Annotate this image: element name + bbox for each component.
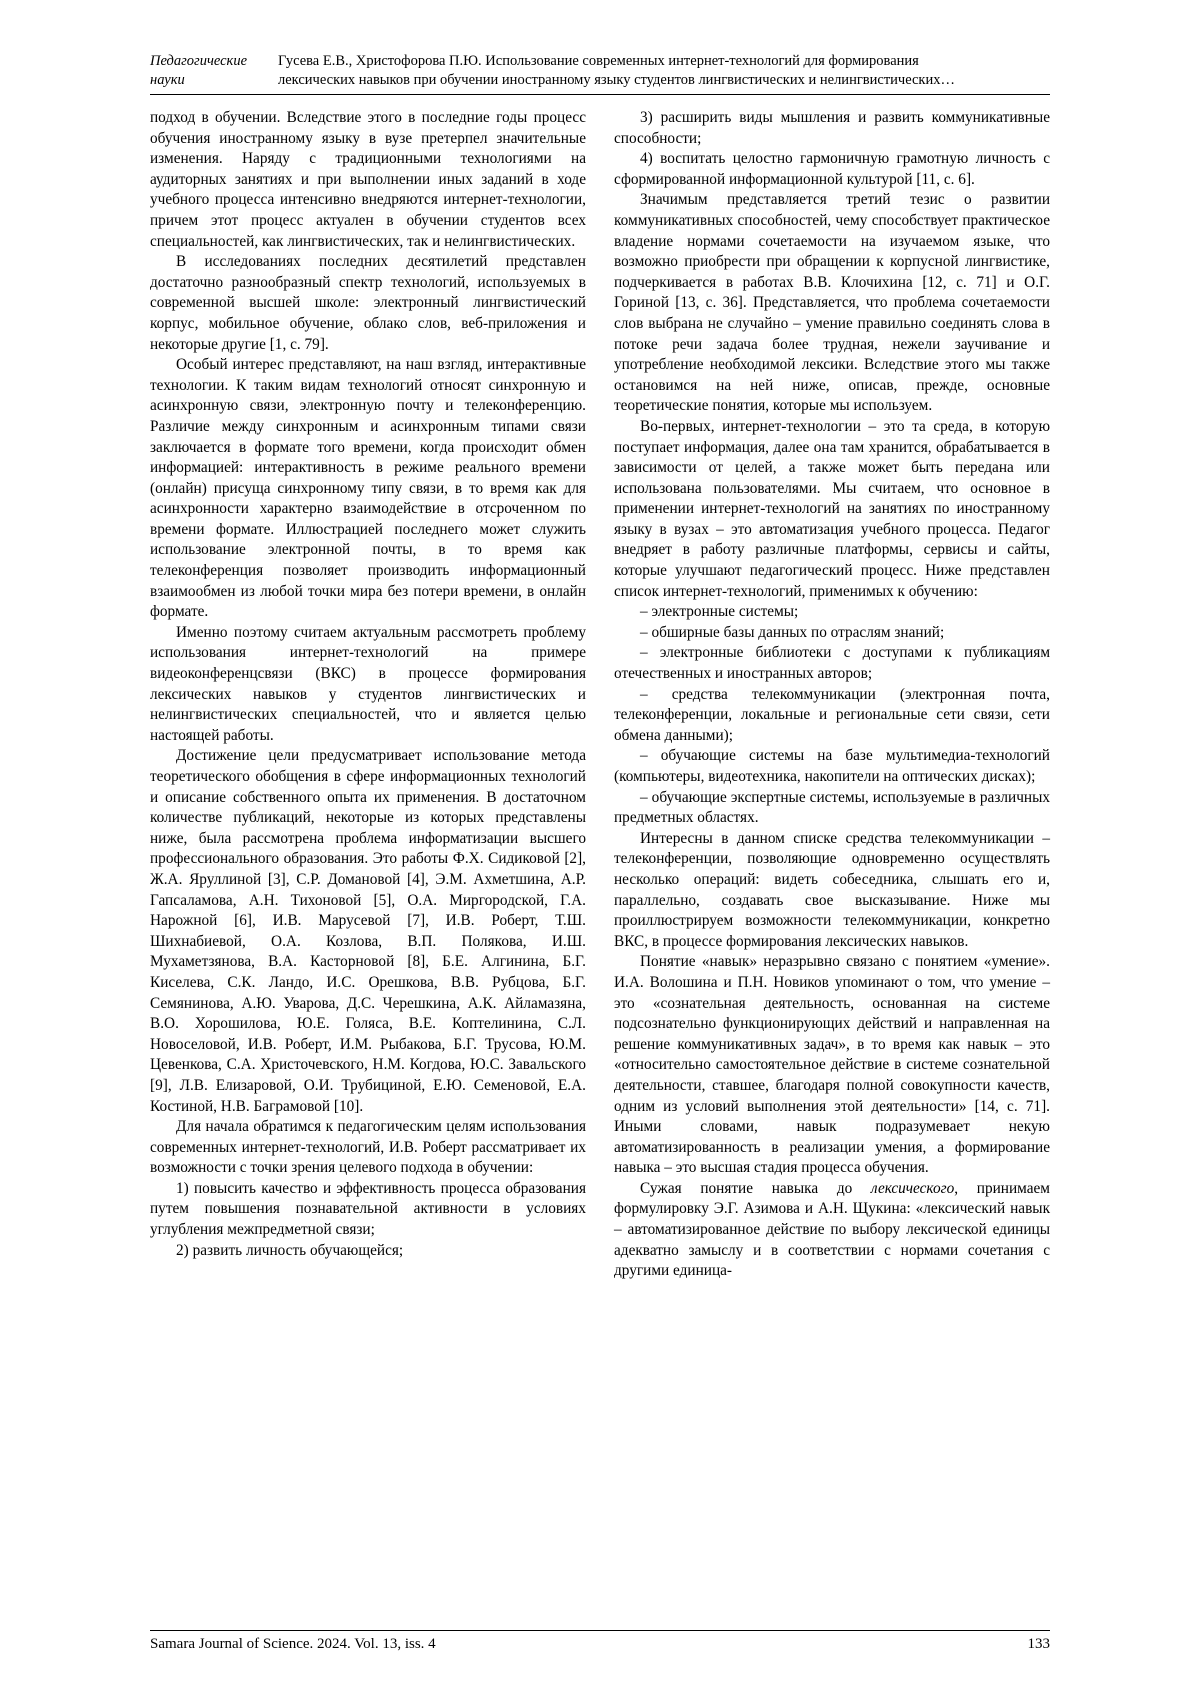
text-after-italic: , принимаем формулировку Э.Г. Азимова и А.Н. Щукина: «лексический навык – автоматизированное действие по выбору лексической единицы адекватно замыслу и в соответствии с нормами сочетания с другими единица- (614, 1179, 1050, 1280)
paragraph: Понятие «навык» неразрывно связано с понятием «умение». И.А. Волошина и П.Н. Новиков упоминают о том, что умение – это «сознательная деятельность, основанная на системе подсознательно функционирующих действий и направленная на решение коммуникативных задач», в то время как навык – это «относительно самостоятельное действие в системе сознательной деятельности, ставшее, благодаря полной совокупности качеств, одним из условий выполнения этой деятельности» [14, с. 71]. Иными словами, навык подразумевает некую автоматизированность в реализации умения, а формирование навыка – это высшая стадия процесса обучения. (614, 953, 1050, 1177)
list-item: – обширные базы данных по отраслям знаний; (640, 623, 945, 641)
italic-term: лексического (870, 1179, 955, 1197)
running-head-title-line2: лексических навыков при обучении иностранному языку студентов лингвистических и нелингвистических… (278, 72, 955, 88)
running-head-title-line1: Гусева Е.В., Христофорова П.Ю. Использование современных интернет-технологий для формирования (278, 53, 919, 69)
list-item: 4) воспитать целостно гармоничную грамотную личность с сформированной информационной культурой [11, с. 6]. (614, 150, 1050, 188)
left-column (150, 108, 586, 1282)
paragraph: Именно поэтому считаем актуальным рассмотреть проблему использования интернет-технологий на примере видеоконференцсвязи (ВКС) в процессе формирования лексических навыков у студентов лингвистических и нелингвистических специальностей, что и является целью настоящей работы. (150, 623, 586, 744)
paragraph: Достижение цели предусматривает использование метода теоретического обобщения в сфере информационных технологий и описание собственного опыта их применения. В достаточном количестве публикаций, некоторые из которых представлены ниже, была рассмотрена проблема информатизации высшего профессионального образования. Это работы Ф.Х. Сидиковой [2], Ж.А. Яруллиной [3], С.Р. Домановой [4], Э.М. Ахметшина, А.Р. Гапсаламова, А.Н. Тихоновой [5], О.А. Миргородской, Г.А. Нарожной [6], И.В. Марусевой [7], И.В. Роберт, Т.Ш. Шихнабиевой, О.А. Козлова, В.П. Полякова, И.Ш. Мухаметзянова, В.А. Касторновой [8], Б.Е. Алгинина, Б.Г. Киселева, С.К. Ландо, И.С. Орешкова, В.В. Рубцова, Б.Г. Семянинова, А.Ю. Уварова, Д.С. Черешкина, А.К. Айламазяна, В.О. Хорошилова, Ю.Е. Голяса, В.Е. Коптелинина, С.Л. Новоселовой, И.В. Роберт, И.М. Рыбакова, Б.Г. Трусова, Ю.М. Цевенкова, С.А. Христочевского, Н.М. Когдова, Ю.С. Завальского [9], Л.В. Елизаровой, О.И. Трубициной, Е.Ю. Семеновой, Е.А. Костиной, Н.В. Баграмовой [10]. (150, 747, 586, 1115)
text-before-italic: Сужая понятие навыка до (640, 1179, 871, 1197)
right-column (614, 108, 1050, 1282)
list-item: 2) развить личность обучающейся; (176, 1241, 404, 1259)
paragraph: Для начала обратимся к педагогическим целям использования современных интернет-технологий, И.В. Роберт рассматривает их возможности с точки зрения целевого подхода в обучении: (150, 1118, 586, 1177)
paragraph: Значимым представляется третий тезис о развитии коммуникативных способностей, чему способствует практическое владение нормами сочетаемости на изучаемом языке, что возможно приобрести при обращении к корпусной лингвистике, подчеркивается в работах В.В. Клочихина [12, с. 71] и О.Г. Гориной [13, с. 36]. Представляется, что проблема сочетаемости слов выбрана не случайно – умение правильно соединять слова в потоке речи задача более трудная, нежели заучивание и употребление необходимой лексики. Вследствие этого мы также остановимся на ней ниже, описав, прежде, основные теоретические понятия, которые мы используем. (614, 191, 1050, 415)
list-item: 3) расширить виды мышления и развить коммуникативные способности; (614, 109, 1050, 147)
paragraph-with-italic (614, 1179, 1050, 1282)
list-item: – электронные системы; (640, 603, 799, 621)
list-item: – средства телекоммуникации (электронная почта, телеконференции, локальные и региональные сети связи, сети обмена данными); (614, 685, 1050, 744)
page-footer (150, 1630, 1050, 1653)
list-item: 1) повысить качество и эффективность процесса образования путем повышения познавательной активности в условиях углубления межпредметной связи; (150, 1179, 586, 1239)
list-item: – обучающие экспертные системы, используемые в различных предметных областях. (614, 788, 1050, 827)
body-columns (150, 108, 1050, 1282)
running-head (150, 52, 1050, 95)
list-item: – электронные библиотеки с доступами к публикациям отечественных и иностранных авторов; (614, 644, 1050, 683)
list-item: – обучающие системы на базе мультимедиа-технологий (компьютеры, видеотехника, накопители на оптических дисках); (614, 747, 1050, 785)
paragraph: Во-первых, интернет-технологии – это та среда, в которую поступает информация, далее она там хранится, обрабатывается в зависимости от целей, а также может быть передана или использована пользователями. Мы считаем, что основное в применении интернет-технологий на занятиях по иностранному языку в вузах – это автоматизация учебного процесса. Педагог внедряет в работу различные платформы, сервисы и сайты, которые улучшают педагогический процесс. Ниже представлен список интернет-технологий, применимых к обучению: (614, 417, 1050, 600)
running-head-title (278, 52, 1050, 90)
paragraph: подход в обучении. Вследствие этого в последние годы процесс обучения иностранному языку в вузе претерпел значительные изменения. Наряду с традиционными технологиями на аудиторных занятиях и при выполнении иных заданий в ходе учебного процесса интенсивно внедряются интернет-технологии, причем этот процесс актуален в обучении студентов всех специальностей, как лингвистических, так и нелингвистических. (150, 109, 586, 250)
journal-citation: Samara Journal of Science. 2024. Vol. 13, iss. 4 (150, 1636, 436, 1652)
paragraph: Особый интерес представляют, на наш взгляд, интерактивные технологии. К таким видам технологий относят синхронную и асинхронную связи, электронную почту и телеконференцию. Различие между синхронным и асинхронным типами связи заключается в формате того времени, когда происходит обмен информацией: интерактивность в режиме реального времени (онлайн) присуща синхронному типу связи, в то время как для асинхронности характерно взаимодействие в отсроченном по времени формате. Иллюстрацией последнего может служить использование электронной почты, в то время как телеконференция позволяет производить информационный взаимообмен из любой точки мира без потери времени, в онлайн формате. (150, 356, 586, 621)
page-number: 133 (1027, 1636, 1050, 1652)
running-head-section: Педагогические науки (150, 53, 248, 88)
paragraph: В исследованиях последних десятилетий представлен достаточно разнообразный спектр технологий, используемых в современной высшей школе: электронный лингвистический корпус, мобильное обучение, облако слов, веб-приложения и некоторые другие [1, с. 79]. (150, 253, 586, 353)
paragraph: Интересны в данном списке средства телекоммуникации – телеконференции, позволяющие одновременно осуществлять несколько операций: видеть собеседника, слышать его и, параллельно, создавать свое высказывание. Ниже мы проиллюстрируем возможности телекоммуникации, конкретно ВКС, в процессе формирования лексических навыков. (614, 829, 1050, 950)
